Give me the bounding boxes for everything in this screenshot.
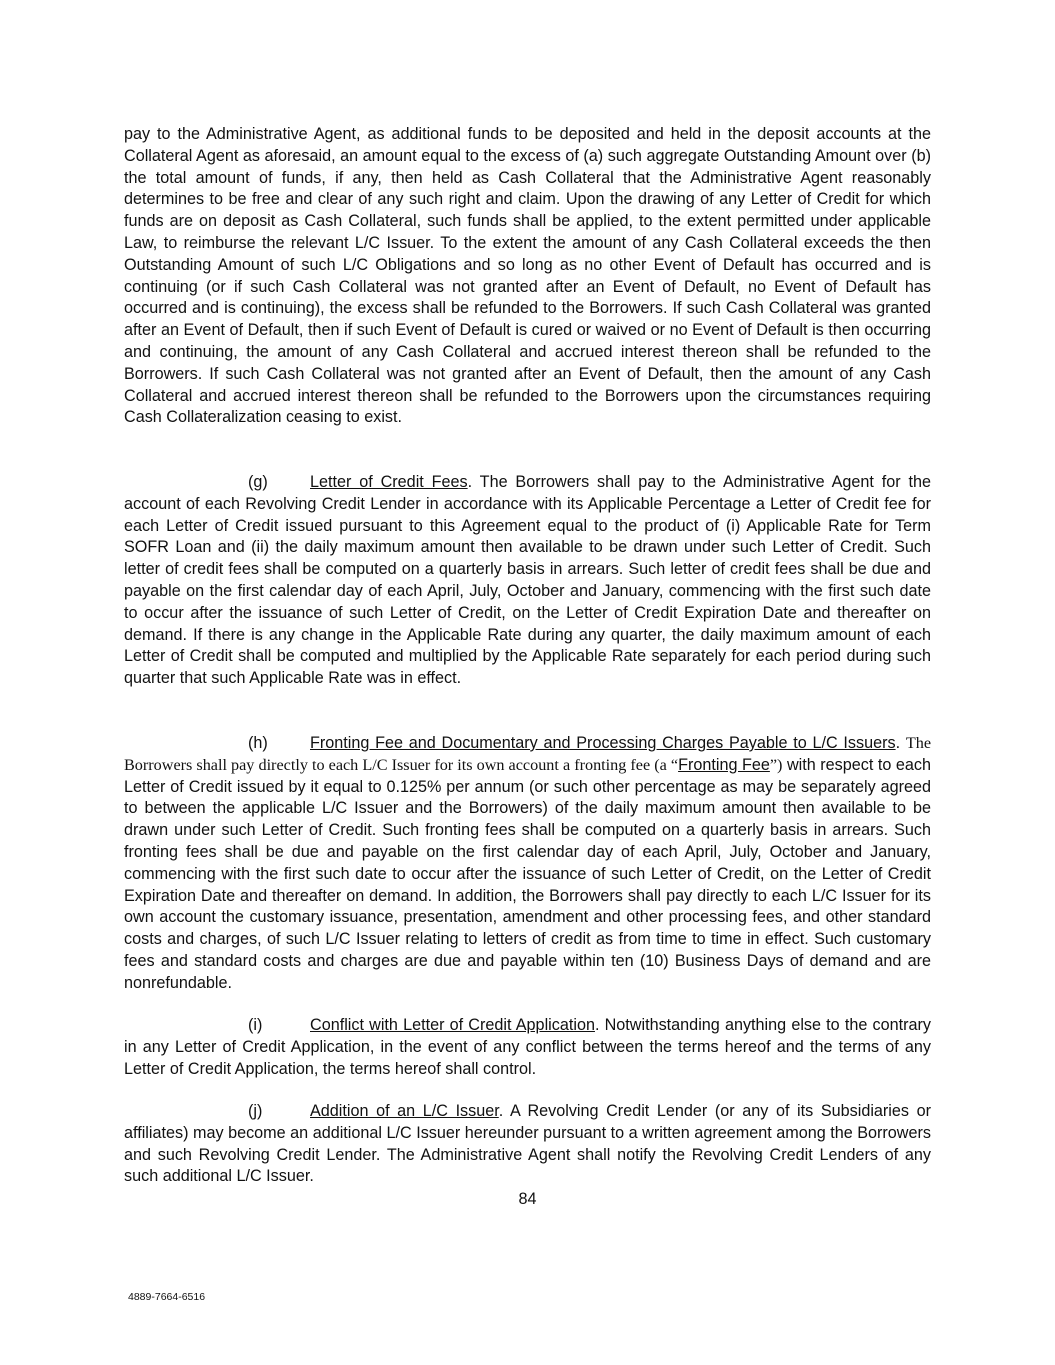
section-h-heading-end: . — [895, 734, 901, 752]
section-j-label: (j) — [248, 1102, 263, 1120]
fronting-fee-term-close: ”) — [769, 755, 783, 774]
section-h-body: with respect to each Letter of Credit issued by it equal to 0.125% per annum (or such other percentage as may be separately agreed to between the applicable L/C Issuer and the Borrowers) of the daily maximum amount then available to be drawn under such Letter of Credit. Such fronting fees shall be computed on a quarterly basis in arrears. Such fronting fees shall be due and payable on the first calendar day of each April, July, October and January, commencing with the first such date to occur after the issuance of such Letter of Credit, on the Letter of Credit Expiration Date and thereafter on demand. In addition, the Borrowers shall pay directly to each L/C Issuer for its own account the customary issuance, presentation, amendment and other processing fees, and other standard costs and charges, of such L/C Issuer relating to letters of credit as from time to time in effect. Such customary fees and standard costs and charges are due and payable within ten (10) Business Days of demand and are nonrefundable. — [124, 755, 931, 992]
section-h-serif-text: The Borrowers shall pay directly to each L/C Issuer for its own account a fronting fee (a “ — [124, 734, 932, 774]
section-g — [124, 472, 931, 690]
section-g-heading: Letter of Credit Fees — [310, 473, 468, 491]
section-i-label: (i) — [248, 1016, 263, 1034]
page-number: 84 — [518, 1190, 537, 1208]
section-i-heading: Conflict with Letter of Credit Application — [310, 1016, 595, 1034]
document-id: 4889-7664-6516 — [128, 1291, 206, 1303]
paragraph-continuation: pay to the Administrative Agent, as additional funds to be deposited and held in the deposit accounts at the Collateral Agent as aforesaid, an amount equal to the excess of (a) such aggregate Outstanding Amount over (b) the total amount of funds, if any, then held as Cash Collateral that the Administrative Agent reasonably determines to be free and clear of any such right and claim. Upon the drawing of any Letter of Credit for which funds are on deposit as Cash Collateral, such funds shall be applied, to the extent permitted under applicable Law, to reimburse the relevant L/C Issuer. To the extent the amount of any Cash Collateral exceeds the then Outstanding Amount of such L/C Obligations and so long as no other Event of Default has occurred and is continuing (or if such Cash Collateral was not granted after an Event of Default, no Event of Default has occurred and is continuing), the excess shall be refunded to the Borrowers. If such Cash Collateral was granted after an Event of Default, then if such Event of Default is cured or waived or no Event of Default is then occurring and continuing, the amount of any Cash Collateral and accrued interest thereon shall be refunded to the Borrowers. If such Cash Collateral was not granted after an Event of Default, then the amount of any Cash Collateral and accrued interest thereon shall be refunded to the Borrowers upon the circumstances requiring Cash Collateralization ceasing to exist. — [124, 125, 931, 427]
section-j-body: . A Revolving Credit Lender (or any of its Subsidiaries or affiliates) may become an additional L/C Issuer hereunder pursuant to a written agreement among the Borrowers and such Revolving Credit Lender. The Administrative Agent shall notify the Revolving Credit Lenders of any such additional L/C Issuer. — [124, 1102, 931, 1186]
fronting-fee-term: Fronting Fee — [678, 755, 770, 774]
section-h-label: (h) — [248, 734, 268, 752]
section-j-heading: Addition of an L/C Issuer — [310, 1102, 499, 1120]
section-j — [124, 1101, 931, 1188]
section-i-body: . Notwithstanding anything else to the contrary in any Letter of Credit Application, in the event of any conflict between the terms hereof and the terms of any Letter of Credit Application, the terms hereof shall control. — [124, 1016, 931, 1078]
section-h-heading: Fronting Fee and Documentary and Processing Charges Payable to L/C Issuers — [310, 734, 896, 752]
section-g-body: . The Borrowers shall pay to the Administrative Agent for the account of each Revolving Credit Lender in accordance with its Applicable Percentage a Letter of Credit fee for each Letter of Credit issued pursuant to this Agreement equal to the product of (i) Applicable Rate for Term SOFR Loan and (ii) the daily maximum amount then available to be drawn under such Letter of Credit. Such letter of credit fees shall be computed on a quarterly basis in arrears. Such letter of credit fees shall be due and payable on the first calendar day of each April, July, October and January, commencing with the first such date to occur after the issuance of such Letter of Credit, on the Letter of Credit Expiration Date and thereafter on demand. If there is any change in the Applicable Rate during any quarter, the daily maximum amount of each Letter of Credit shall be computed and multiplied by the Applicable Rate separately for each period during such quarter that such Applicable Rate was in effect. — [124, 473, 931, 688]
section-h — [124, 733, 931, 995]
section-i — [124, 1015, 931, 1080]
section-g-label: (g) — [248, 473, 268, 491]
